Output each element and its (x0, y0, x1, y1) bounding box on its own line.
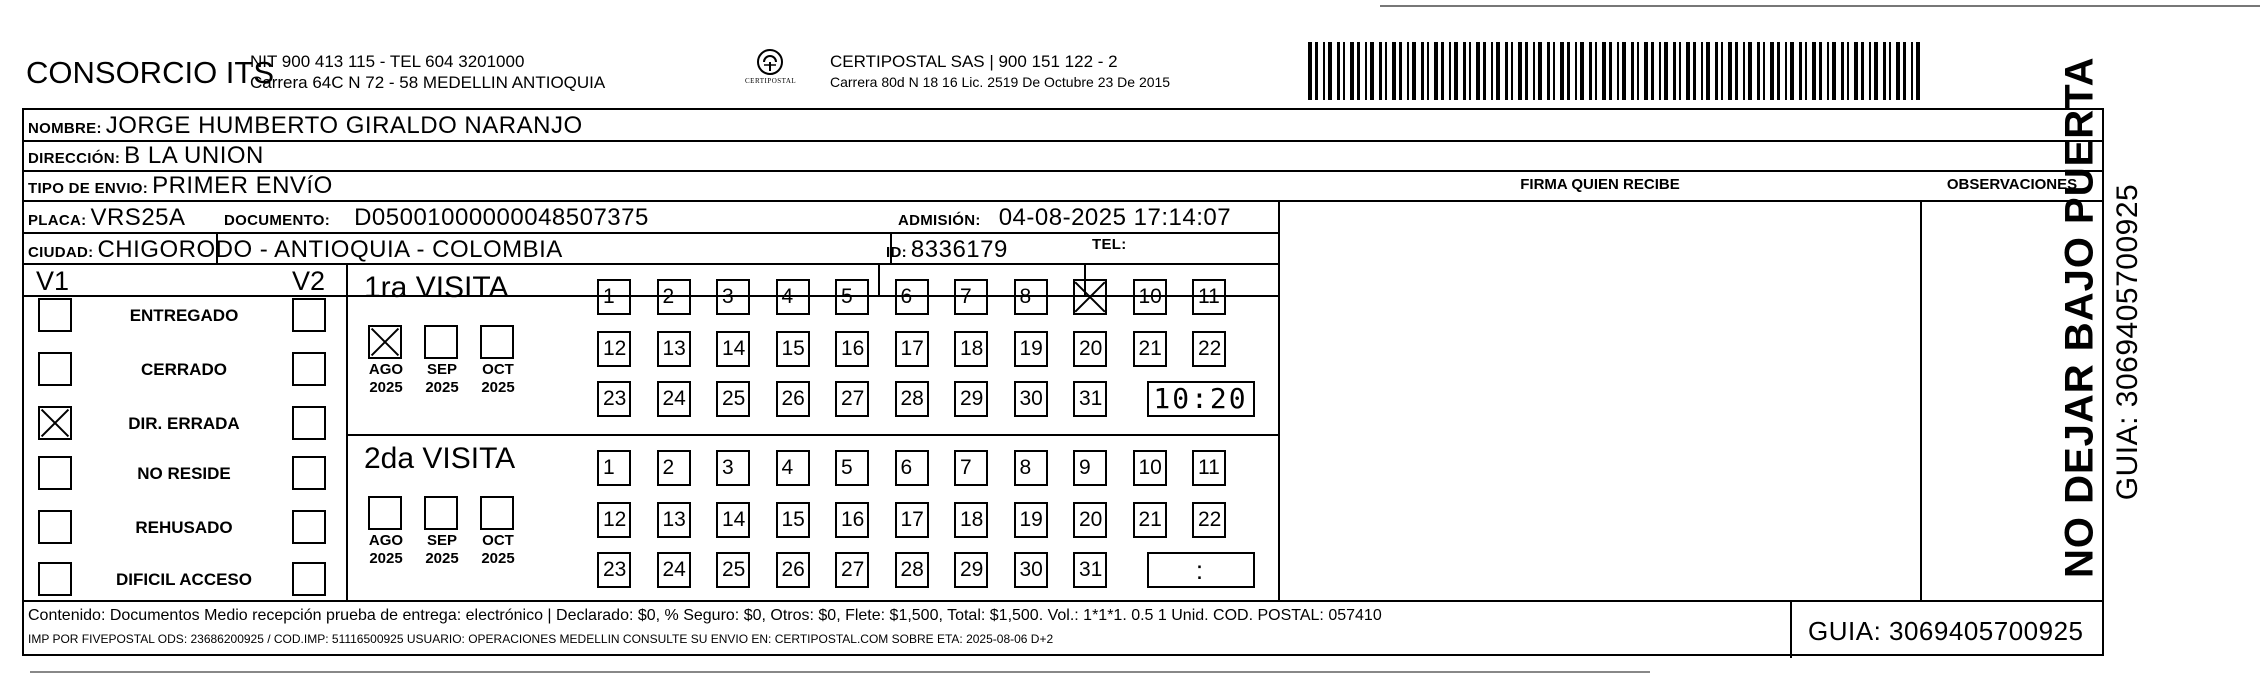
day-box[interactable]: 1 (597, 279, 631, 315)
day-box[interactable]: 12 (597, 502, 631, 538)
day-box[interactable]: 18 (954, 502, 988, 538)
ciudad-label: CIUDAD: (28, 244, 94, 261)
v1-checkbox[interactable] (38, 456, 72, 490)
day-box[interactable]: 16 (835, 502, 869, 538)
column-divider (1278, 200, 1280, 600)
day-box[interactable]: 31 (1073, 381, 1107, 417)
day-box[interactable]: 19 (1014, 331, 1048, 367)
row-divider (24, 200, 2102, 202)
no-dejar-bajo-puerta: NO DEJAR BAJO PUERTA (2057, 56, 2102, 578)
day-box[interactable]: 10 (1133, 279, 1167, 315)
month-year: 2025 (481, 379, 515, 396)
certipostal-address-line: Carrera 80d N 18 16 Lic. 2519 De Octubre 23 De 2015 (830, 74, 1171, 90)
day-box[interactable]: 29 (954, 381, 988, 417)
day-box[interactable]: 29 (954, 552, 988, 588)
company-address-line: Carrera 64C N 72 - 58 MEDELLIN ANTIOQUIA (250, 73, 606, 92)
day-box[interactable]: 23 (597, 381, 631, 417)
company-details (250, 51, 605, 93)
day-box[interactable]: 5 (835, 450, 869, 486)
id-label: ID: (886, 244, 907, 261)
placa-cell (28, 204, 186, 232)
month-checkbox[interactable] (368, 325, 402, 359)
tipo-envio-value: PRIMER ENVíO (152, 172, 333, 199)
day-box[interactable]: 19 (1014, 502, 1048, 538)
id-value: 8336179 (910, 236, 1008, 263)
v1-checkbox[interactable] (38, 298, 72, 332)
direccion-label: DIRECCIÓN: (28, 150, 121, 167)
v2-checkbox[interactable] (292, 510, 326, 544)
cell-divider (878, 263, 880, 295)
visit-title: 2da VISITA (364, 442, 516, 475)
month-label (472, 361, 524, 397)
day-box[interactable]: 17 (895, 502, 929, 538)
v2-header: V2 (292, 266, 326, 296)
day-box[interactable]: 14 (716, 331, 750, 367)
side-guia-number: GUIA: 3069405700925 (2111, 183, 2144, 501)
guia-number: GUIA: 3069405700925 (1808, 616, 2084, 646)
day-box[interactable]: 3 (716, 450, 750, 486)
day-box[interactable]: 12 (597, 331, 631, 367)
visit-divider (346, 434, 1278, 436)
guia-divider (1790, 600, 1792, 658)
certipostal-logo-icon (755, 47, 785, 77)
visit-time[interactable]: : (1147, 552, 1255, 588)
v1-checkbox[interactable] (38, 406, 72, 440)
day-box[interactable]: 24 (657, 381, 691, 417)
day-box[interactable]: 8 (1014, 450, 1048, 486)
day-box[interactable]: 27 (835, 552, 869, 588)
certipostal-nit-line: CERTIPOSTAL SAS | 900 151 122 - 2 (830, 52, 1118, 71)
day-box[interactable]: 16 (835, 331, 869, 367)
day-box[interactable]: 22 (1192, 502, 1226, 538)
month-name: OCT (482, 532, 514, 549)
tipo-envio-label: TIPO DE ENVIO: (28, 180, 149, 197)
barcode (1308, 42, 1928, 102)
tipo-envio-row (28, 172, 333, 200)
day-box[interactable]: 30 (1014, 552, 1048, 588)
nombre-label: NOMBRE: (28, 120, 102, 137)
v2-checkbox[interactable] (292, 562, 326, 596)
company-name: CONSORCIO ITS (26, 55, 275, 90)
day-box[interactable]: 24 (657, 552, 691, 588)
month-checkbox[interactable] (480, 325, 514, 359)
day-box[interactable]: 5 (835, 279, 869, 315)
day-box[interactable]: 22 (1192, 331, 1226, 367)
month-name: AGO (368, 532, 404, 549)
documento-label: DOCUMENTO: (224, 212, 331, 229)
month-name: SEP (426, 361, 457, 378)
visit-title: 1ra VISITA (364, 271, 509, 304)
day-box[interactable]: 26 (776, 552, 810, 588)
tel-cell (1092, 236, 1131, 253)
month-checkbox[interactable] (424, 496, 458, 530)
day-box[interactable]: 23 (597, 552, 631, 588)
month-label (360, 361, 412, 397)
day-box[interactable]: 6 (895, 450, 929, 486)
documento-value: D05001000000048507375 (354, 204, 649, 231)
row-divider (24, 232, 1278, 234)
day-box[interactable]: 13 (657, 331, 691, 367)
day-box[interactable]: 4 (776, 450, 810, 486)
v1-checkbox[interactable] (38, 562, 72, 596)
top-border-line (1380, 5, 2260, 7)
nombre-row (28, 112, 583, 140)
month-year: 2025 (425, 379, 459, 396)
day-box[interactable]: 17 (895, 331, 929, 367)
day-box[interactable]: 20 (1073, 502, 1107, 538)
column-divider (1920, 200, 1922, 600)
day-box[interactable]: 31 (1073, 552, 1107, 588)
month-name: SEP (426, 532, 457, 549)
day-box[interactable]: 10 (1133, 450, 1167, 486)
day-box[interactable]: 13 (657, 502, 691, 538)
day-box[interactable]: 11 (1192, 450, 1226, 486)
status-label: ENTREGADO (129, 306, 239, 325)
day-box[interactable]: 26 (776, 381, 810, 417)
documento-cell (224, 204, 649, 232)
footer-content-line: Contenido: Documentos Medio recepción prueba de entrega: electrónico | Declarado: $0, % Seguro: $0, Otros: $0, Flete: $1,500, Total: $1,500. Vol.: 1*1*1. 0.5 1 Unid. COD. POSTAL: 057410 (28, 607, 1382, 624)
tel-label: TEL: (1092, 236, 1127, 253)
placa-label: PLACA: (28, 212, 87, 229)
month-checkbox[interactable] (424, 325, 458, 359)
day-box[interactable]: 11 (1192, 279, 1226, 315)
firma-header: FIRMA QUIEN RECIBE (1520, 176, 1680, 193)
status-divider (346, 263, 348, 600)
ciudad-value: CHIGORODO - ANTIOQUIA - COLOMBIA (97, 236, 563, 263)
observaciones-header: OBSERVACIONES (1946, 176, 2078, 193)
row-divider (24, 170, 2102, 172)
day-box[interactable] (1073, 279, 1107, 315)
day-box[interactable]: 4 (776, 279, 810, 315)
day-box[interactable]: 15 (776, 331, 810, 367)
month-year: 2025 (425, 550, 459, 567)
admision-cell (898, 204, 1231, 232)
day-box[interactable]: 20 (1073, 331, 1107, 367)
direccion-value: B LA UNION (124, 142, 264, 169)
row-divider (24, 140, 2102, 142)
month-checkbox[interactable] (368, 496, 402, 530)
day-box[interactable]: 7 (954, 450, 988, 486)
id-cell (886, 236, 1008, 264)
company-nit-line: NIT 900 413 115 - TEL 604 3201000 (250, 52, 525, 71)
day-box[interactable]: 21 (1133, 502, 1167, 538)
day-box[interactable]: 14 (716, 502, 750, 538)
v2-checkbox[interactable] (292, 456, 326, 490)
day-box[interactable]: 3 (716, 279, 750, 315)
day-box[interactable]: 2 (657, 279, 691, 315)
month-year: 2025 (369, 379, 403, 396)
month-checkbox[interactable] (480, 496, 514, 530)
day-box[interactable]: 6 (895, 279, 929, 315)
placa-value: VRS25A (90, 204, 186, 231)
certipostal-details (830, 51, 1170, 93)
month-label (360, 532, 412, 568)
day-box[interactable]: 30 (1014, 381, 1048, 417)
status-label: CERRADO (141, 360, 227, 379)
month-label (416, 361, 468, 397)
day-box[interactable]: 25 (716, 381, 750, 417)
month-label (416, 532, 468, 568)
certipostal-logo (745, 47, 795, 93)
month-name: AGO (368, 361, 404, 378)
day-box[interactable]: 15 (776, 502, 810, 538)
admision-label: ADMISIÓN: (898, 212, 981, 229)
day-box[interactable]: 27 (835, 381, 869, 417)
status-label: DIFICIL ACCESO (115, 570, 252, 589)
bottom-border-line (30, 671, 1650, 673)
v2-checkbox[interactable] (292, 406, 326, 440)
day-box[interactable]: 1 (597, 450, 631, 486)
v2-checkbox[interactable] (292, 352, 326, 386)
nombre-value: JORGE HUMBERTO GIRALDO NARANJO (105, 112, 583, 139)
status-label: REHUSADO (135, 518, 233, 537)
status-label: NO RESIDE (137, 464, 231, 483)
day-box[interactable]: 28 (895, 381, 929, 417)
ciudad-cell (28, 236, 563, 264)
admision-value: 04-08-2025 17:14:07 (998, 204, 1232, 231)
day-box[interactable]: 9 (1073, 450, 1107, 486)
month-year: 2025 (369, 550, 403, 567)
day-box[interactable]: 18 (954, 331, 988, 367)
logo-text: CERTIPOSTAL (745, 77, 797, 85)
v2-checkbox[interactable] (292, 298, 326, 332)
day-box[interactable]: 8 (1014, 279, 1048, 315)
v1-checkbox[interactable] (38, 510, 72, 544)
status-label: DIR. ERRADA (128, 414, 240, 433)
month-label (472, 532, 524, 568)
month-name: OCT (482, 361, 514, 378)
day-box[interactable]: 2 (657, 450, 691, 486)
day-box[interactable]: 25 (716, 552, 750, 588)
v1-checkbox[interactable] (38, 352, 72, 386)
day-box[interactable]: 21 (1133, 331, 1167, 367)
v1-header: V1 (36, 266, 70, 296)
day-box[interactable]: 7 (954, 279, 988, 315)
footer-print-line: IMP POR FIVEPOSTAL ODS: 23686200925 / COD.IMP: 51116500925 USUARIO: OPERACIONES MEDELLIN CONSULTE SU ENVIO EN: CERTIPOSTAL.COM SOBRE ETA: 2025-08-06 D+2 (28, 632, 1054, 646)
month-year: 2025 (481, 550, 515, 567)
direccion-row (28, 142, 264, 170)
day-box[interactable]: 28 (895, 552, 929, 588)
visit-time[interactable]: 10:20 (1147, 381, 1255, 417)
